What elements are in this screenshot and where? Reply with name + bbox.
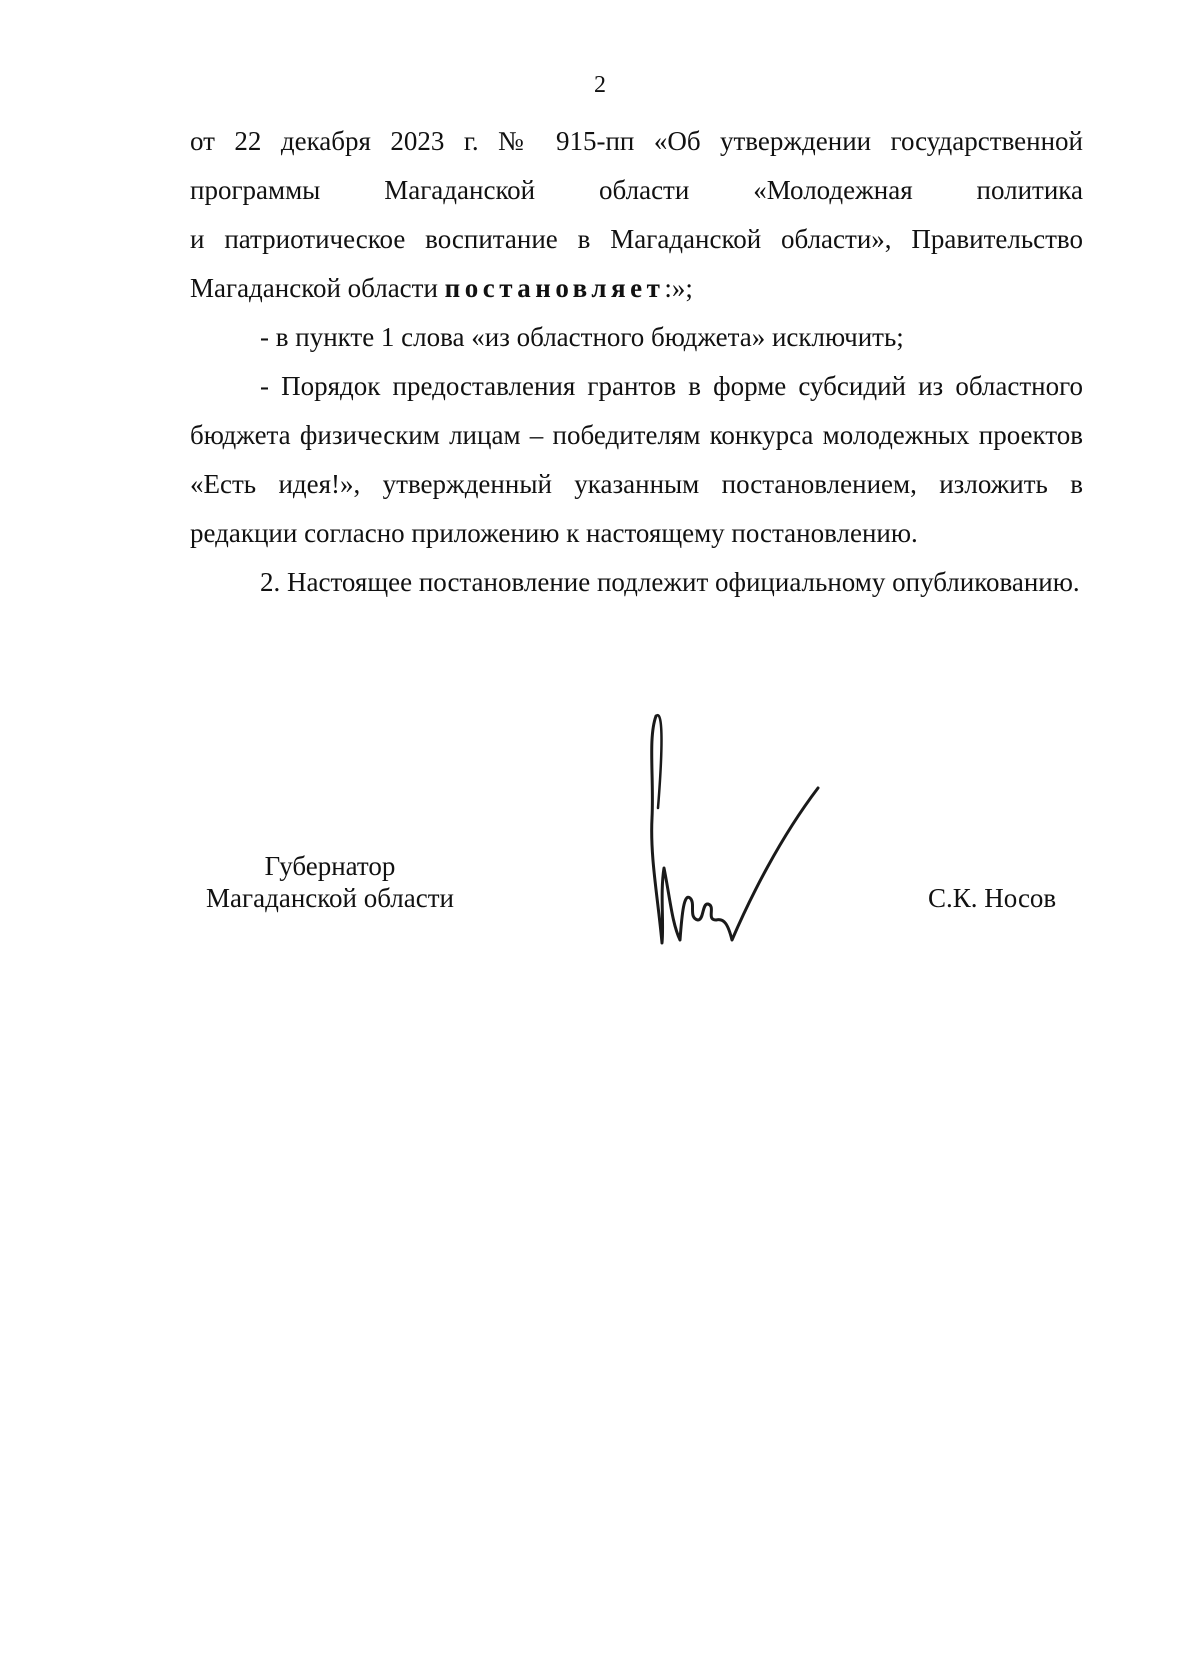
signatory-title-line: Магаданской области [206,883,454,913]
paragraph: 2. Настоящее постановление подлежит официальному опубликованию. [260,567,1080,597]
paragraph: - в пункте 1 слова «из областного бюджета» исключить; [260,322,904,352]
signatory-title [190,850,470,914]
paragraph: - Порядок предоставления грантов в форме субсидий из областного бюджета физическим лицам – победителям конкурса молодежных проектов «Есть идея!», утвержденный указанным постановлением, изложить в редакции согласно приложению к настоящему постановлению. [190,371,1083,548]
paragraph-line: от 22 декабря 2023 г. № 915-пп «Об утверждении государственной [190,126,1083,156]
emphasized-word: постановляет [444,273,665,303]
paragraph-line: и патриотическое воспитание в Магаданской области», Правительство [190,224,1083,254]
signatory-title-line: Губернатор [264,851,396,881]
signatory-name: С.К. Носов [928,883,1057,913]
document-body [190,117,1083,607]
paragraph-line: программы Магаданской области «Молодежная политика [190,175,1083,205]
text-segment: :»; [664,273,693,303]
paragraph-line [190,264,1083,313]
text-segment: Магаданской области [190,273,445,303]
page-number: 2 [594,72,606,98]
handwritten-signature [640,698,840,958]
